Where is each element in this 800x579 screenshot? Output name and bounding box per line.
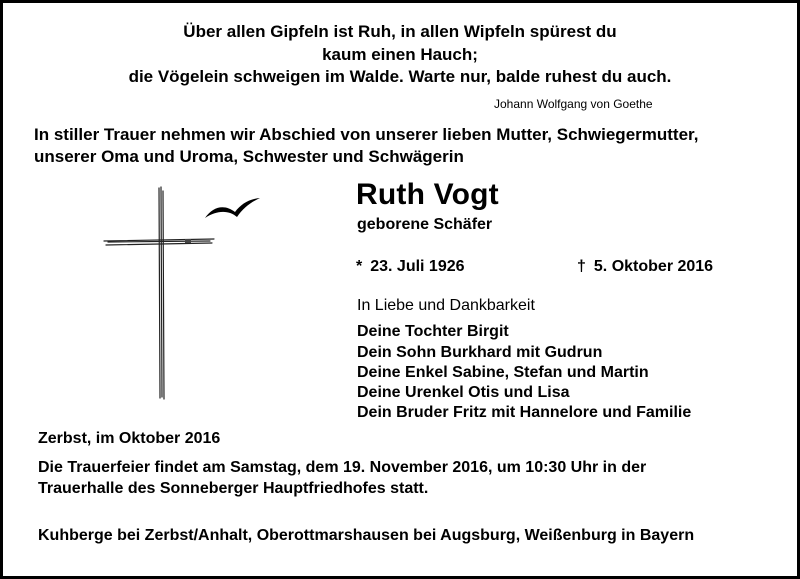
poem-line-3: die Vögelein schweigen im Walde. Warte nur, balde ruhest du auch. [128, 67, 672, 86]
birth-date: 23. Juli 1926 [370, 258, 465, 275]
poem-line-1: Über allen Gipfeln ist Ruh, in allen Wipfeln spürest du [183, 22, 617, 41]
death-date: 5. Oktober 2016 [593, 258, 714, 275]
intro-line-1: In stiller Trauer nehmen wir Abschied von unserer lieben Mutter, Schwiegermutter, [34, 125, 699, 144]
maiden-name: geborene Schäfer [357, 216, 493, 233]
funeral-line-1: Die Trauerfeier findet am Samstag, dem 19. November 2016, um 10:30 Uhr in der [38, 459, 647, 476]
list-item: Deine Enkel Sabine, Stefan und Martin [357, 364, 649, 381]
death-info [577, 258, 713, 276]
funeral-line-2: Trauerhalle des Sonneberger Hauptfriedhofes statt. [38, 480, 429, 497]
locations: Kuhberge bei Zerbst/Anhalt, Oberottmarshausen bei Augsburg, Weißenburg in Bayern [38, 527, 695, 544]
list-item: Deine Urenkel Otis und Lisa [357, 384, 570, 401]
poem-line-2: kaum einen Hauch; [322, 45, 478, 64]
death-symbol: † [577, 258, 586, 275]
list-item: Dein Sohn Burkhard mit Gudrun [357, 344, 603, 361]
deceased-name: Ruth Vogt [356, 178, 499, 211]
birth-symbol: * [356, 258, 363, 275]
intro-line-2: unserer Oma und Uroma, Schwester und Schwägerin [34, 147, 464, 166]
list-item: Dein Bruder Fritz mit Hannelore und Familie [357, 404, 692, 421]
place-date: Zerbst, im Oktober 2016 [38, 430, 221, 447]
mourners-heading: In Liebe und Dankbarkeit [357, 297, 535, 314]
birth-info [356, 258, 465, 276]
list-item: Deine Tochter Birgit [357, 323, 509, 340]
bird-icon [203, 196, 263, 222]
poem-author: Johann Wolfgang von Goethe [494, 97, 653, 111]
